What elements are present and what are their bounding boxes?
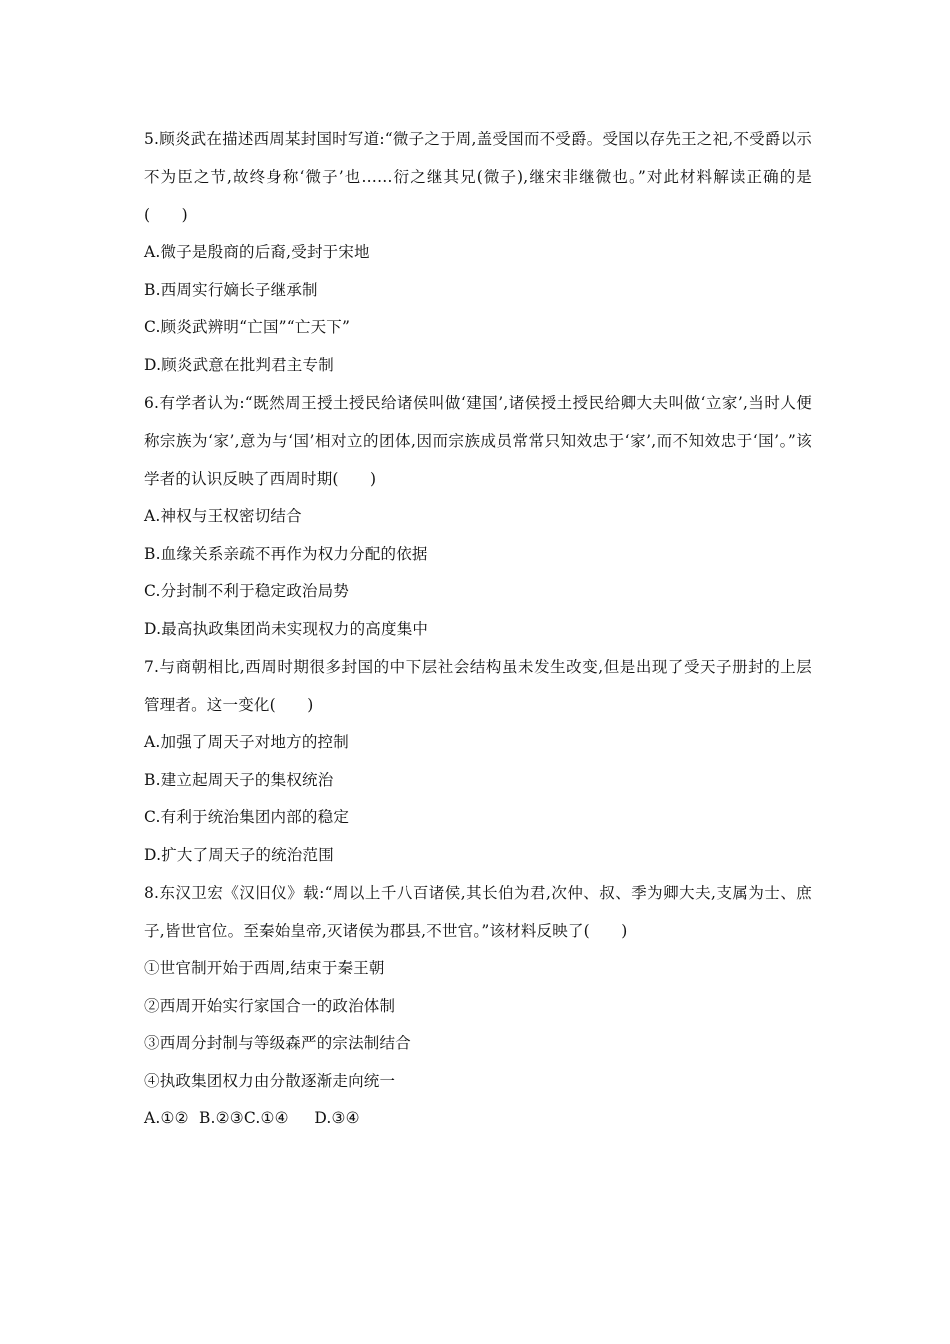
question-5 [144, 120, 812, 384]
answer-choices: A.①② B.②③C.①④ D.③④ [144, 1109, 360, 1127]
question-stem: 5.顾炎武在描述西周某封国时写道:“微子之于周,盖受国而不受爵。受国以存先王之祀,不受爵以示不为臣之节,故终身称‘微子’也……衍之继其兄(微子),继宋非继微也。”对此材料解读正确的是( ) [144, 130, 812, 224]
document-page [144, 120, 812, 1138]
option-a: A.微子是殷商的后裔,受封于宋地 [144, 243, 370, 261]
statement-3: ③西周分封制与等级森严的宗法制结合 [144, 1034, 411, 1052]
option-b: B.建立起周天子的集权统治 [144, 770, 334, 789]
question-stem: 6.有学者认为:“既然周王授土授民给诸侯叫做‘建国’,诸侯授土授民给卿大夫叫做‘立家’,当时人便称宗族为‘家’,意为与‘国’相对立的团体,因而宗族成员常常只知效忠于‘家’,而不知效忠于‘国’。”该学者的认识反映了西周时期( ) [144, 394, 812, 488]
option-d: D.最高执政集团尚未实现权力的高度集中 [144, 619, 429, 638]
question-8 [144, 874, 812, 1138]
question-7 [144, 648, 812, 874]
statement-1: ①世官制开始于西周,结束于秦王朝 [144, 959, 385, 977]
option-d: D.扩大了周天子的统治范围 [144, 845, 334, 864]
option-b: B.西周实行嫡长子继承制 [144, 280, 318, 299]
question-stem: 8.东汉卫宏《汉旧仪》载:“周以上千八百诸侯,其长伯为君,次仲、叔、季为卿大夫,支属为士、庶子,皆世官位。至秦始皇帝,灭诸侯为郡县,不世官。”该材料反映了( ) [144, 884, 812, 940]
option-d: D.顾炎武意在批判君主专制 [144, 355, 334, 374]
option-c: C.有利于统治集团内部的稳定 [144, 808, 350, 826]
statement-4: ④执政集团权力由分散逐渐走向统一 [144, 1071, 396, 1090]
option-c: C.顾炎武辨明“亡国”“亡天下” [144, 318, 351, 336]
statement-2: ②西周开始实行家国合一的政治体制 [144, 996, 396, 1015]
option-c: C.分封制不利于稳定政治局势 [144, 582, 350, 600]
option-a: A.加强了周天子对地方的控制 [144, 733, 349, 751]
option-a: A.神权与王权密切结合 [144, 507, 302, 525]
question-stem: 7.与商朝相比,西周时期很多封国的中下层社会结构虽未发生改变,但是出现了受天子册封的上层管理者。这一变化( ) [144, 658, 812, 714]
option-b: B.血缘关系亲疏不再作为权力分配的依据 [144, 544, 428, 563]
question-6 [144, 384, 812, 648]
